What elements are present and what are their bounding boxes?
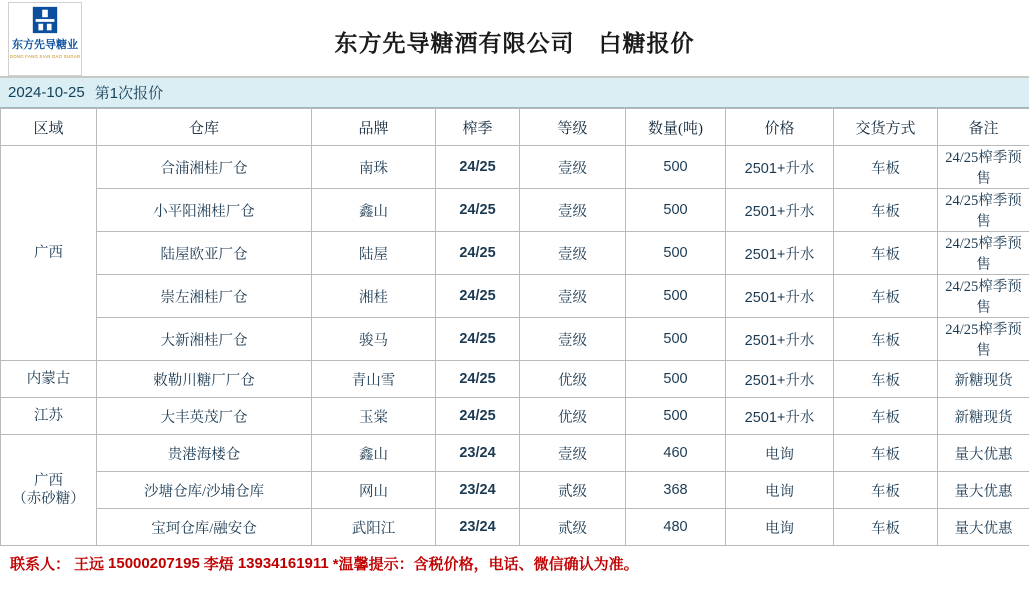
col-header-grade: 等级 [520, 109, 626, 146]
grade-cell: 优级 [520, 398, 626, 435]
table-row [1, 398, 1029, 435]
note-cell: 24/25榨季预售 [938, 232, 1029, 275]
grade-cell: 壹级 [520, 146, 626, 189]
document-header [0, 0, 1029, 78]
brand-cell: 陆屋 [312, 232, 436, 275]
warehouse-cell: 陆屋欧亚厂仓 [97, 232, 312, 275]
grade-cell: 贰级 [520, 509, 626, 546]
grade-cell: 优级 [520, 361, 626, 398]
delivery-cell: 车板 [834, 361, 938, 398]
quote-round: 第1次报价 [94, 85, 164, 102]
region-line-2: （赤砂糖） [12, 491, 85, 507]
region-cell: 内蒙古 [1, 361, 97, 398]
price-cell: 电询 [726, 472, 834, 509]
col-header-warehouse: 仓库 [97, 109, 312, 146]
warehouse-cell: 崇左湘桂厂仓 [97, 275, 312, 318]
price-cell: 2501+升水 [726, 146, 834, 189]
price-cell: 2501+升水 [726, 232, 834, 275]
quantity-cell: 500 [626, 232, 726, 275]
season-cell: 24/25 [436, 232, 520, 275]
season-cell: 23/24 [436, 509, 520, 546]
col-header-brand: 品牌 [312, 109, 436, 146]
brand-cell: 南珠 [312, 146, 436, 189]
table-row [1, 146, 1029, 189]
col-header-delivery: 交货方式 [834, 109, 938, 146]
price-cell: 2501+升水 [726, 275, 834, 318]
brand-cell: 武阳江 [312, 509, 436, 546]
price-cell: 电询 [726, 435, 834, 472]
delivery-cell: 车板 [834, 318, 938, 361]
price-cell: 2501+升水 [726, 361, 834, 398]
note-cell: 24/25榨季预售 [938, 189, 1029, 232]
contact-1-phone: 15000207195 [108, 554, 200, 572]
delivery-cell: 车板 [834, 189, 938, 232]
col-header-region: 区域 [1, 109, 97, 146]
quantity-cell: 500 [626, 318, 726, 361]
contact-footer [0, 546, 1029, 580]
quantity-cell: 500 [626, 398, 726, 435]
season-cell: 24/25 [436, 361, 520, 398]
grade-cell: 壹级 [520, 232, 626, 275]
delivery-cell: 车板 [834, 146, 938, 189]
delivery-cell: 车板 [834, 232, 938, 275]
table-row [1, 275, 1029, 318]
note-cell: 量大优惠 [938, 435, 1029, 472]
region-cell [1, 435, 97, 546]
table-row [1, 232, 1029, 275]
note-cell: 新糖现货 [938, 398, 1029, 435]
note-cell: 量大优惠 [938, 509, 1029, 546]
brand-cell: 青山雪 [312, 361, 436, 398]
grade-cell: 壹级 [520, 189, 626, 232]
table-row [1, 189, 1029, 232]
price-cell: 2501+升水 [726, 189, 834, 232]
warehouse-cell: 贵港海楼仓 [97, 435, 312, 472]
delivery-cell: 车板 [834, 398, 938, 435]
col-header-price: 价格 [726, 109, 834, 146]
warehouse-cell: 敕勒川糖厂厂仓 [97, 361, 312, 398]
price-cell: 2501+升水 [726, 398, 834, 435]
delivery-cell: 车板 [834, 509, 938, 546]
table-row [1, 435, 1029, 472]
season-cell: 24/25 [436, 189, 520, 232]
brand-cell: 鑫山 [312, 435, 436, 472]
delivery-cell: 车板 [834, 275, 938, 318]
logo-company-name-cn: 东方先导糖业 [12, 39, 78, 51]
quote-date-bar [0, 78, 1029, 108]
col-header-quantity: 数量(吨) [626, 109, 726, 146]
table-row [1, 318, 1029, 361]
season-cell: 24/25 [436, 318, 520, 361]
quantity-cell: 500 [626, 189, 726, 232]
price-table [0, 108, 1029, 546]
quantity-cell: 500 [626, 146, 726, 189]
region-line-1: 广西 [34, 472, 63, 489]
col-header-season: 榨季 [436, 109, 520, 146]
table-row [1, 509, 1029, 546]
season-cell: 23/24 [436, 435, 520, 472]
contact-2-name: 李焐 [203, 555, 234, 573]
warehouse-cell: 大新湘桂厂仓 [97, 318, 312, 361]
warehouse-cell: 沙塘仓库/沙埔仓库 [97, 472, 312, 509]
brand-cell: 鑫山 [312, 189, 436, 232]
grade-cell: 壹级 [520, 435, 626, 472]
brand-cell: 骏马 [312, 318, 436, 361]
warehouse-cell: 小平阳湘桂厂仓 [97, 189, 312, 232]
contact-1-name: 王远 [74, 555, 105, 573]
table-header-row [1, 109, 1029, 146]
page-title: 东方先导糖酒有限公司 白糖报价 [334, 30, 695, 56]
season-cell: 24/25 [436, 275, 520, 318]
brand-cell: 玉棠 [312, 398, 436, 435]
grade-cell: 壹级 [520, 275, 626, 318]
warehouse-cell: 大丰英茂厂仓 [97, 398, 312, 435]
grade-cell: 壹级 [520, 318, 626, 361]
contact-2-phone: 13934161911 [237, 554, 329, 572]
table-row [1, 361, 1029, 398]
price-cell: 电询 [726, 509, 834, 546]
season-cell: 24/25 [436, 146, 520, 189]
note-cell: 24/25榨季预售 [938, 275, 1029, 318]
price-cell: 2501+升水 [726, 318, 834, 361]
quantity-cell: 500 [626, 361, 726, 398]
footer-tip: *温馨提示：含税价格，电话、微信确认为准。 [332, 555, 639, 573]
quantity-cell: 500 [626, 275, 726, 318]
warehouse-cell: 合浦湘桂厂仓 [97, 146, 312, 189]
season-cell: 24/25 [436, 398, 520, 435]
note-cell: 量大优惠 [938, 472, 1029, 509]
delivery-cell: 车板 [834, 435, 938, 472]
note-cell: 24/25榨季预售 [938, 146, 1029, 189]
warehouse-cell: 宝珂仓库/融安仓 [97, 509, 312, 546]
quote-date: 2024-10-25 [8, 84, 85, 101]
col-header-note: 备注 [938, 109, 1029, 146]
table-row [1, 472, 1029, 509]
quantity-cell: 480 [626, 509, 726, 546]
quantity-cell: 368 [626, 472, 726, 509]
region-cell: 广西 [1, 146, 97, 361]
brand-cell: 网山 [312, 472, 436, 509]
logo-company-name-en: DONG FANG XIAN DAO SUGAR [9, 54, 81, 59]
note-cell: 24/25榨季预售 [938, 318, 1029, 361]
region-cell: 江苏 [1, 398, 97, 435]
quantity-cell: 460 [626, 435, 726, 472]
brand-cell: 湘桂 [312, 275, 436, 318]
note-cell: 新糖现货 [938, 361, 1029, 398]
contact-label: 联系人： [10, 555, 71, 573]
season-cell: 23/24 [436, 472, 520, 509]
grade-cell: 贰级 [520, 472, 626, 509]
delivery-cell: 车板 [834, 472, 938, 509]
